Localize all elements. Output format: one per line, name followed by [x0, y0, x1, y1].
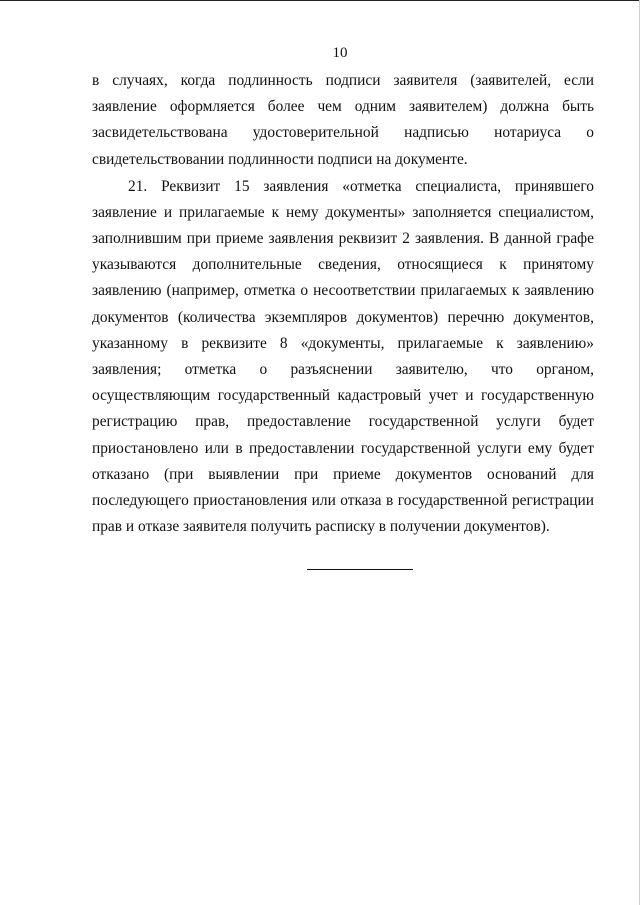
- page-number: 10: [332, 45, 348, 61]
- closing-line: [307, 569, 413, 570]
- document-body: [92, 68, 594, 540]
- paragraph-continuation: в случаях, когда подлинность подписи заявителя (заявителей, если заявление оформляется более чем одним заявителем) должна быть засвидетельствована удостоверительной надписью нотариуса о свидетельствовании подлинности подписи на документе.: [92, 72, 594, 168]
- top-edge-line: [0, 0, 640, 1]
- paragraph-21: 21. Реквизит 15 заявления «отметка специалиста, принявшего заявление и прилагаемые к нему документы» заполняется специалистом, заполнившим при приеме заявления реквизит 2 заявления. В данной графе указываются дополнительные сведения, относящиеся к принятому заявлению (например, отметка о несоответствии прилагаемых к заявлению документов (количества экземпляров документов) перечню документов, указанному в реквизите 8 «документы, прилагаемые к заявлению» заявления; отметка о разъяснении заявителю, что органом, осуществляющим государственный кадастровый учет и государственную регистрацию прав, предоставление государственной услуги будет приостановлено или в предоставлении государственной услуги ему будет отказано (при выявлении при приеме документов оснований для последующего приостановления или отказа в государственной регистрации прав и отказе заявителя получить расписку в получении документов).: [92, 177, 594, 536]
